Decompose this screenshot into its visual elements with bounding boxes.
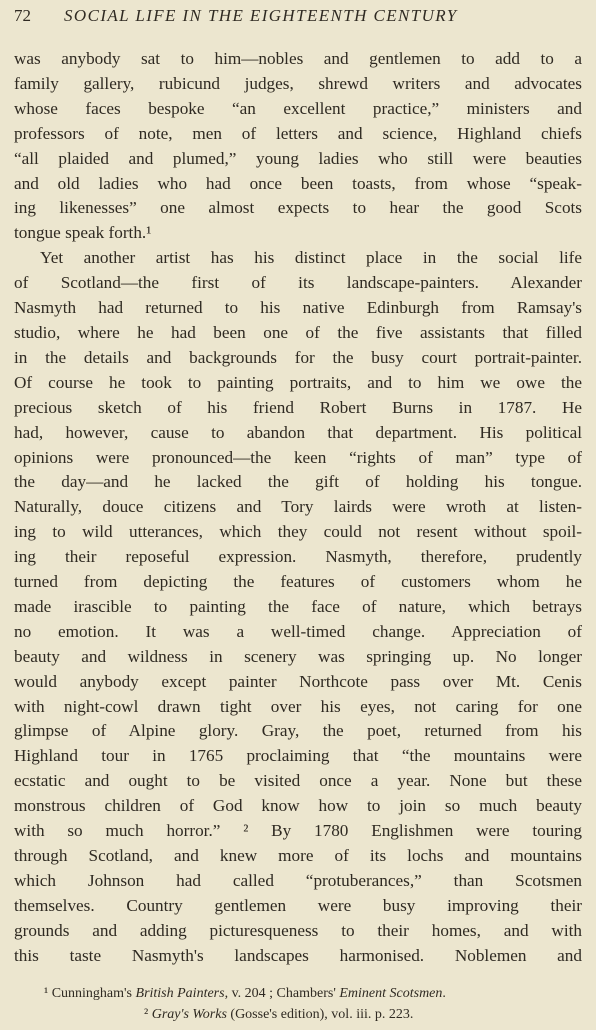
footnote-italic-title: British Painters [135, 986, 225, 1001]
text-line: grounds and adding picturesqueness to their homes, and with [14, 920, 582, 940]
footnote-text: , v. 204 ; Chambers' [224, 986, 340, 1001]
text-line: Nasmyth had returned to his native Edinburgh from Ramsay's [14, 298, 582, 318]
text-line: made irascible to painting the face of nature, which betrays [14, 596, 582, 616]
footnote-marker: ² [144, 1007, 149, 1022]
footnote-text: (Gosse's edition), vol. iii. p. 223. [226, 1007, 414, 1022]
text-line: was anybody sat to him—nobles and gentlemen to add to a [14, 49, 582, 68]
running-title: SOCIAL LIFE IN THE EIGHTEENTH CENTURY [64, 6, 458, 25]
text-line: Naturally, douce citizens and Tory lairds were wroth at listen- [14, 497, 582, 517]
text-line: would anybody except painter Northcote pass over Mt. Cenis [14, 671, 582, 691]
page-number: 72 [14, 6, 31, 25]
text-line: professors of note, men of letters and science, Highland chiefs [14, 123, 582, 143]
footnote-2 [44, 1004, 564, 1025]
running-header [14, 6, 578, 30]
text-line: beauty and wildness in scenery was springing up. No longer [14, 646, 582, 666]
footnote-italic-title: Gray's Works [151, 1007, 227, 1022]
text-line: monstrous children of God know how to join so much beauty [14, 796, 582, 816]
text-line: ing their reposeful expression. Nasmyth, therefore, prudently [14, 547, 582, 567]
text-line: Of course he took to painting portraits, and to him we owe the [14, 372, 582, 392]
text-line: and old ladies who had once been toasts, from whose “speak- [14, 173, 582, 193]
text-line: in the details and backgrounds for the busy court portrait-painter. [14, 347, 582, 367]
footnote-1 [44, 983, 564, 1004]
text-line: no emotion. It was a well-timed change. Appreciation of [14, 621, 582, 641]
text-line: of Scotland—the first of its landscape-painters. Alexander [14, 273, 582, 293]
footnote-text: Cunningham's [51, 986, 136, 1001]
footnotes [44, 983, 564, 1025]
text-line: themselves. Country gentlemen were busy improving their [14, 895, 582, 915]
text-line: the day—and he lacked the gift of holding his tongue. [14, 472, 582, 492]
text-line: ing to wild utterances, which they could not resent without spoil- [14, 522, 582, 542]
text-line: “all plaided and plumed,” young ladies who still were beauties [14, 148, 582, 168]
text-line: opinions were pronounced—the keen “rights of man” type of [14, 447, 582, 467]
text-line: tongue speak forth.¹ [14, 223, 152, 243]
text-line: studio, where he had been one of the five assistants that filled [14, 322, 582, 342]
text-line: had, however, cause to abandon that department. His political [14, 422, 582, 442]
footnote-text: . [442, 986, 446, 1001]
text-line: Yet another artist has his distinct place in the social life [40, 248, 582, 268]
text-line: through Scotland, and knew more of its lochs and mountains [14, 846, 582, 865]
text-line: Highland tour in 1765 proclaiming that “the mountains were [14, 746, 582, 766]
text-line: with so much horror.” ² By 1780 Englishmen were touring [14, 821, 582, 841]
text-line: ing likenesses” one almost expects to hear the good Scots [14, 198, 582, 218]
text-line: family gallery, rubicund judges, shrewd writers and advocates [14, 73, 582, 93]
text-line: which Johnson had called “protuberances,” than Scotsmen [14, 870, 582, 890]
text-line: ecstatic and ought to be visited once a year. None but these [14, 771, 582, 791]
footnote-marker: ¹ [44, 986, 49, 1001]
text-line: turned from depicting the features of customers whom he [14, 572, 582, 592]
body-text [14, 47, 582, 969]
text-line: glimpse of Alpine glory. Gray, the poet, returned from his [14, 721, 582, 741]
footnote-italic-title: Eminent Scotsmen [339, 986, 443, 1001]
text-line: this taste Nasmyth's landscapes harmonised. Noblemen and [14, 945, 582, 965]
text-line: with night-cowl drawn tight over his eyes, not caring for one [14, 696, 582, 716]
text-line: whose faces bespoke “an excellent practice,” ministers and [14, 98, 582, 118]
text-line: precious sketch of his friend Robert Burns in 1787. He [14, 397, 582, 417]
